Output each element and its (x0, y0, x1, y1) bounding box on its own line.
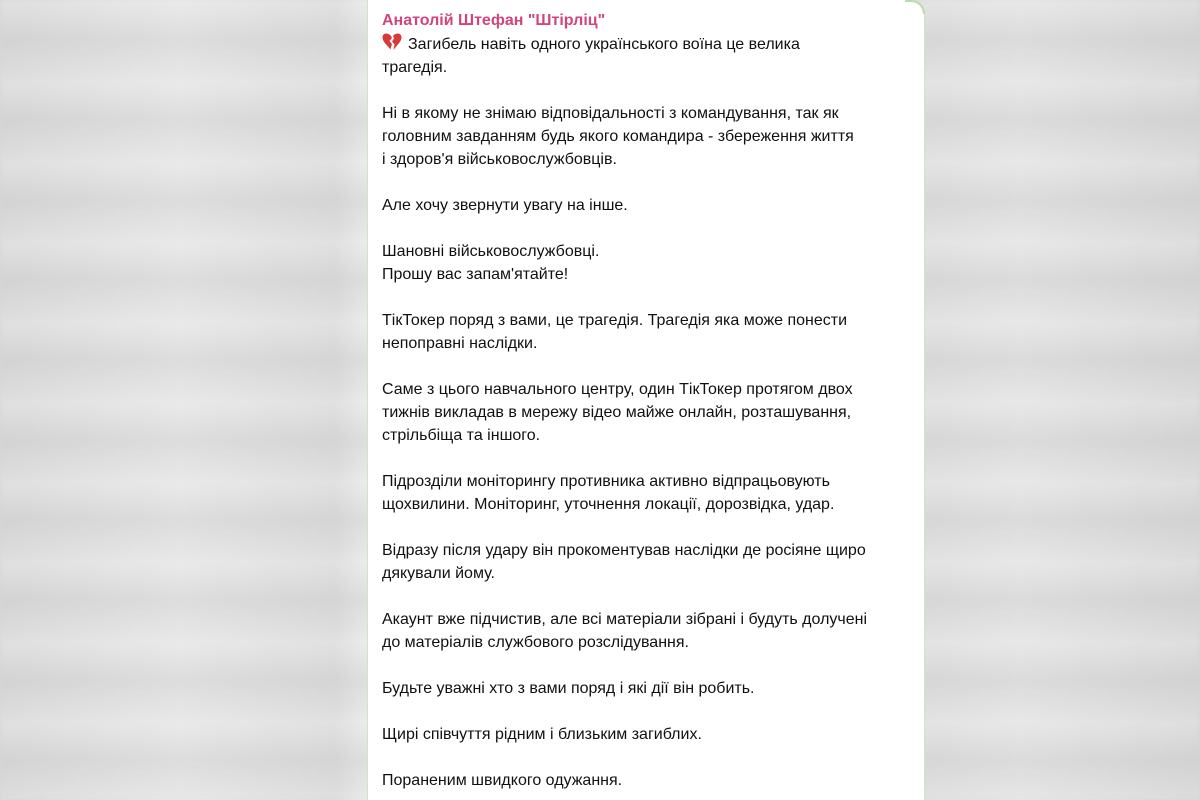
message-line (382, 309, 910, 332)
message-line-text: трагедія. (382, 59, 448, 76)
message-line (382, 769, 910, 792)
message-line-text: тижнів викладав в мережу відео майже онлайн, розташування, (382, 404, 852, 421)
message-line-text: Ні в якому не знімаю відповідальності з командування, так як (382, 105, 839, 122)
message-line (382, 677, 910, 700)
message-line (382, 608, 910, 631)
message-line (382, 148, 910, 171)
message-line (382, 33, 910, 56)
message-line (382, 102, 910, 125)
message-line (382, 240, 910, 263)
message-line (382, 125, 910, 148)
message-line (382, 332, 910, 355)
message-line-text: до матеріалів службового розслідування. (382, 634, 689, 651)
message-line-text: Відразу після удару він прокоментував наслідки де росіяне щиро (382, 542, 866, 559)
message-line-text: щохвилини. Моніторинг, уточнення локації, дорозвідка, удар. (382, 496, 835, 513)
blurred-background-right (920, 0, 1200, 800)
message-line (382, 263, 910, 286)
blurred-background-left (0, 0, 372, 800)
message-line-text: Саме з цього навчального центру, один ТікТокер протягом двох (382, 381, 853, 398)
message-line-text: Акаунт вже підчистив, але всі матеріали зібрані і будуть долучені (382, 611, 868, 628)
message-line-text: Прошу вас запам'ятайте! (382, 266, 569, 283)
message-line-text: і здоров'я військовослужбовців. (382, 151, 617, 168)
message-line (382, 631, 910, 654)
message-line (382, 539, 910, 562)
paragraph-gap (382, 171, 910, 194)
paragraph-gap (382, 746, 910, 769)
message-text (382, 33, 910, 792)
broken-heart-icon (382, 33, 402, 51)
message-line (382, 424, 910, 447)
message-line-text: Будьте уважні хто з вами поряд і які дії він робить. (382, 680, 755, 697)
paragraph-gap (382, 585, 910, 608)
message-line (382, 723, 910, 746)
paragraph-gap (382, 447, 910, 470)
message-line-text: Пораненим швидкого одужання. (382, 772, 623, 789)
paragraph-gap (382, 700, 910, 723)
message-line (382, 378, 910, 401)
message-line (382, 493, 910, 516)
message-bubble[interactable] (367, 0, 925, 800)
paragraph-gap (382, 286, 910, 309)
message-line (382, 401, 910, 424)
message-line-text: дякували йому. (382, 565, 495, 582)
message-line-text: Шановні військовослужбовці. (382, 243, 600, 260)
message-line (382, 470, 910, 493)
message-line-text: Загибель навіть одного українського воїна це велика (408, 36, 800, 53)
message-line-text: Але хочу звернути увагу на інше. (382, 197, 628, 214)
paragraph-gap (382, 79, 910, 102)
paragraph-gap (382, 516, 910, 539)
message-line-text: головним завданням будь якого командира - збереження життя (382, 128, 854, 145)
message-line (382, 562, 910, 585)
message-line (382, 56, 910, 79)
message-line-text: Щирі співчуття рідним і близьким загиблих. (382, 726, 702, 743)
message-line-text: ТікТокер поряд з вами, це трагедія. Трагедія яка може понести (382, 312, 848, 329)
paragraph-gap (382, 355, 910, 378)
message-line-text: непоправні наслідки. (382, 335, 538, 352)
paragraph-gap (382, 217, 910, 240)
sender-name[interactable]: Анатолій Штефан "Штірліц" (382, 12, 606, 29)
message-line-text: Підрозділи моніторингу противника активно відпрацьовують (382, 473, 830, 490)
paragraph-gap (382, 654, 910, 677)
message-line (382, 194, 910, 217)
message-line-text: стрільбіща та іншого. (382, 427, 541, 444)
